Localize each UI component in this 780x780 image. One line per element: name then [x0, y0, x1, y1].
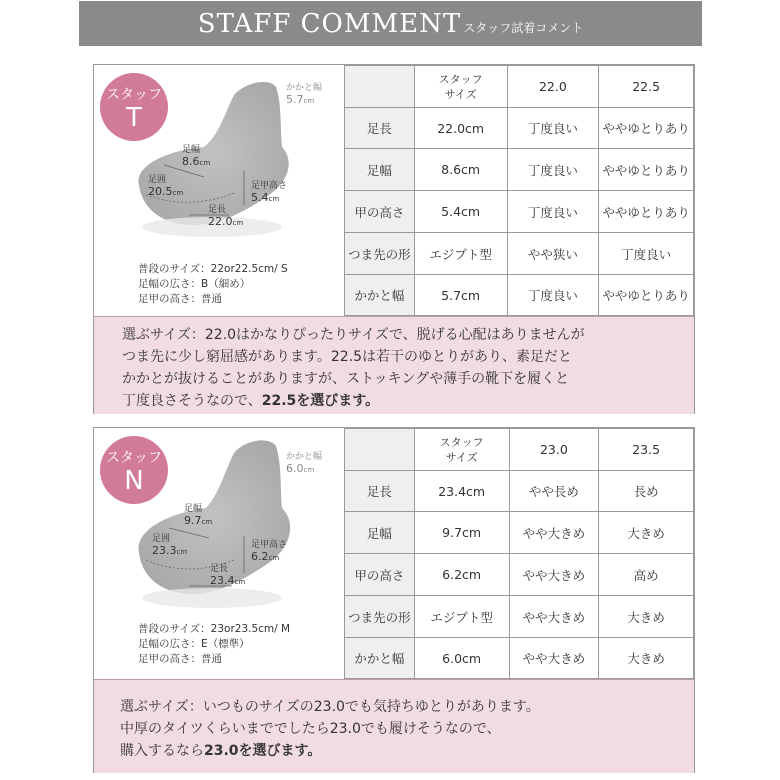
foot-illustration	[94, 65, 344, 315]
fit-table	[344, 428, 694, 679]
header-size-a: 22.0	[507, 66, 599, 108]
table-row: つま先の形 エジプト型 やや狭い 丁度良い	[345, 233, 694, 275]
staff-t-panel	[93, 64, 695, 414]
heel-width-measure: かかと幅 5.7cm	[286, 83, 323, 106]
foot-illustration	[94, 428, 344, 678]
header-subtitle: スタッフ試着コメント	[463, 21, 584, 35]
length-measure: 足長 22.0cm	[208, 205, 244, 228]
table-row: 足幅 8.6cm 丁度良い ややゆとりあり	[345, 149, 694, 191]
staff-notes: 普段のサイズ：23or23.5cm/ M 足幅の広さ：E（標準） 足甲の高さ：普通	[138, 623, 291, 665]
header-size-b: 22.5	[599, 66, 694, 108]
heel-width-measure: かかと幅 6.0cm	[286, 452, 323, 475]
staff-notes: 普段のサイズ：22or22.5cm/ S 足幅の広さ：B（細め） 足甲の高さ：普通	[138, 263, 288, 305]
instep-measure: 足甲高さ 5.4cm	[251, 181, 288, 204]
table-row: つま先の形 エジプト型 やや大きめ 大きめ	[345, 596, 694, 638]
table-row: 甲の高さ 6.2cm やや大きめ 高め	[345, 554, 694, 596]
staff-badge: スタッフ N	[100, 436, 168, 504]
table-row: かかと幅 6.0cm やや大きめ 大きめ	[345, 638, 694, 679]
table-row: 足長 23.4cm やや長め 長め	[345, 471, 694, 512]
girth-measure: 足囲 20.5cm	[148, 175, 184, 198]
chosen-size: 22.5を選びます。	[261, 393, 380, 409]
header-staff-size: スタッフ サイズ	[414, 66, 507, 108]
table-row: 足長 22.0cm 丁度良い ややゆとりあり	[345, 108, 694, 149]
staff-comment: 選ぶサイズ：いつものサイズの23.0でも気持ちゆとりがあります。 中厚のタイツくらいまででしたら23.0でも履けそうなので、 購入するなら23.0を選びます。	[94, 679, 694, 773]
staff-n-panel	[93, 427, 695, 773]
header-staff-size: スタッフ サイズ	[414, 429, 509, 471]
staff-letter: T	[126, 103, 142, 133]
instep-measure: 足甲高さ 6.2cm	[251, 540, 288, 563]
chosen-size: 23.0を選びます。	[204, 743, 322, 759]
foot-width-measure: 足幅 8.6cm	[182, 145, 211, 168]
header-size-a: 23.0	[509, 429, 599, 471]
length-measure: 足長 23.4cm	[210, 564, 246, 587]
header-size-b: 23.5	[599, 429, 694, 471]
section-header	[79, 1, 702, 46]
table-row: かかと幅 5.7cm 丁度良い ややゆとりあり	[345, 275, 694, 316]
table-row: 甲の高さ 5.4cm 丁度良い ややゆとりあり	[345, 191, 694, 233]
staff-comment: 選ぶサイズ：22.0はかなりぴったりサイズで、脱げる心配はありませんが つま先に少し窮屈感があります。22.5は若干のゆとりがあり、素足だと かかとが抜けることがありますが、ストッキングや薄手の靴下を履くと 丁度良さそうなので、22.5を選びます。	[94, 316, 694, 414]
header-title: STAFF COMMENT	[197, 8, 462, 39]
staff-letter: N	[124, 466, 144, 496]
foot-width-measure: 足幅 9.7cm	[184, 504, 213, 527]
girth-measure: 足囲 23.3cm	[152, 534, 188, 557]
table-row: 足幅 9.7cm やや大きめ 大きめ	[345, 512, 694, 554]
fit-table	[344, 65, 694, 316]
staff-badge: スタッフ T	[100, 73, 168, 141]
